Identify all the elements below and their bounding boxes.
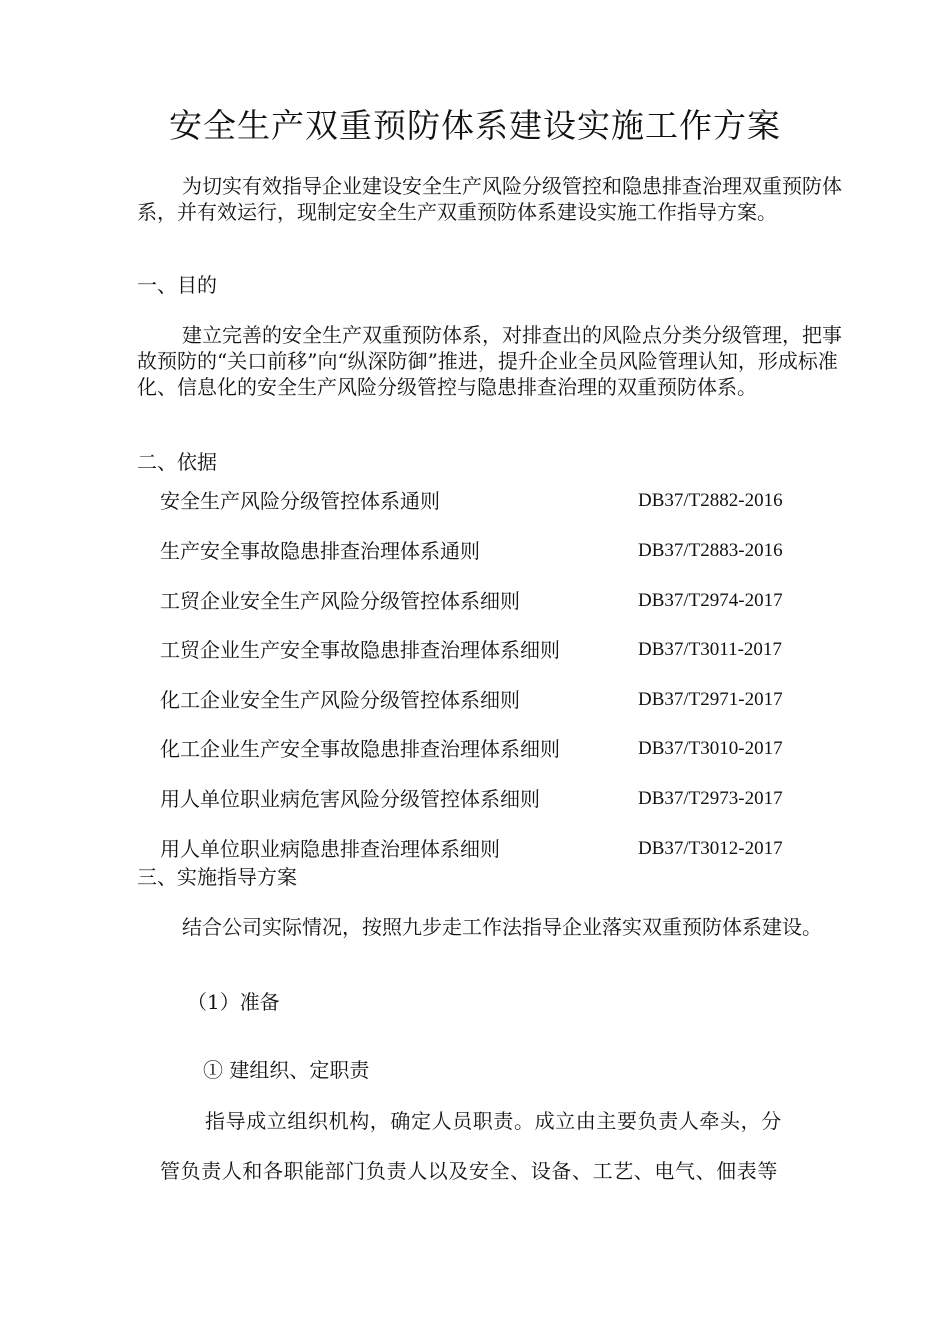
reference-code: DB37/T2882-2016 bbox=[638, 490, 783, 511]
reference-code: DB37/T2971-2017 bbox=[638, 689, 783, 710]
reference-row bbox=[160, 637, 860, 663]
reference-row bbox=[160, 836, 860, 862]
reference-row bbox=[160, 588, 860, 614]
reference-title: 用人单位职业病危害风险分级管控体系细则 bbox=[160, 787, 540, 811]
reference-row bbox=[160, 538, 860, 564]
purpose-paragraph: 建立完善的安全生产双重预防体系，对排查出的风险点分类分级管理，把事故预防的“关口前移”向“纵深防御”推进，提升企业全员风险管理认知，形成标准化、信息化的安全生产风险分级管控与隐患排查治理的双重预防体系。 bbox=[137, 323, 842, 399]
reference-title: 生产安全事故隐患排查治理体系通则 bbox=[160, 539, 480, 563]
item-heading: ① 建组织、定职责 bbox=[203, 1058, 370, 1082]
section-heading-plan: 三、实施指导方案 bbox=[137, 865, 297, 889]
document-title: 安全生产双重预防体系建设实施工作方案 bbox=[169, 106, 781, 145]
reference-row bbox=[160, 687, 860, 713]
reference-code: DB37/T3010-2017 bbox=[638, 738, 783, 759]
reference-title: 用人单位职业病隐患排查治理体系细则 bbox=[160, 837, 500, 861]
item-body-line: 指导成立组织机构，确定人员职责。成立由主要负责人牵头，分 bbox=[205, 1109, 782, 1133]
reference-title: 工贸企业生产安全事故隐患排查治理体系细则 bbox=[160, 638, 560, 662]
reference-title: 工贸企业安全生产风险分级管控体系细则 bbox=[160, 589, 520, 613]
reference-row bbox=[160, 786, 860, 812]
section-heading-purpose: 一、目的 bbox=[137, 273, 217, 297]
reference-row bbox=[160, 488, 860, 514]
intro-paragraph: 为切实有效指导企业建设安全生产风险分级管控和隐患排查治理双重预防体系，并有效运行，现制定安全生产双重预防体系建设实施工作指导方案。 bbox=[137, 174, 842, 224]
step-heading: （1）准备 bbox=[187, 990, 280, 1014]
reference-row bbox=[160, 736, 860, 762]
reference-code: DB37/T2883-2016 bbox=[638, 540, 783, 561]
reference-title: 安全生产风险分级管控体系通则 bbox=[160, 489, 440, 513]
reference-code: DB37/T3011-2017 bbox=[638, 639, 782, 660]
plan-paragraph: 结合公司实际情况，按照九步走工作法指导企业落实双重预防体系建设。 bbox=[182, 915, 822, 939]
reference-code: DB37/T3012-2017 bbox=[638, 838, 783, 859]
reference-title: 化工企业生产安全事故隐患排查治理体系细则 bbox=[160, 737, 560, 761]
section-heading-basis: 二、依据 bbox=[137, 450, 217, 474]
item-body-line: 管负责人和各职能部门负责人以及安全、设备、工艺、电气、佃表等 bbox=[160, 1159, 778, 1183]
reference-code: DB37/T2974-2017 bbox=[638, 590, 783, 611]
reference-code: DB37/T2973-2017 bbox=[638, 788, 783, 809]
reference-title: 化工企业安全生产风险分级管控体系细则 bbox=[160, 688, 520, 712]
